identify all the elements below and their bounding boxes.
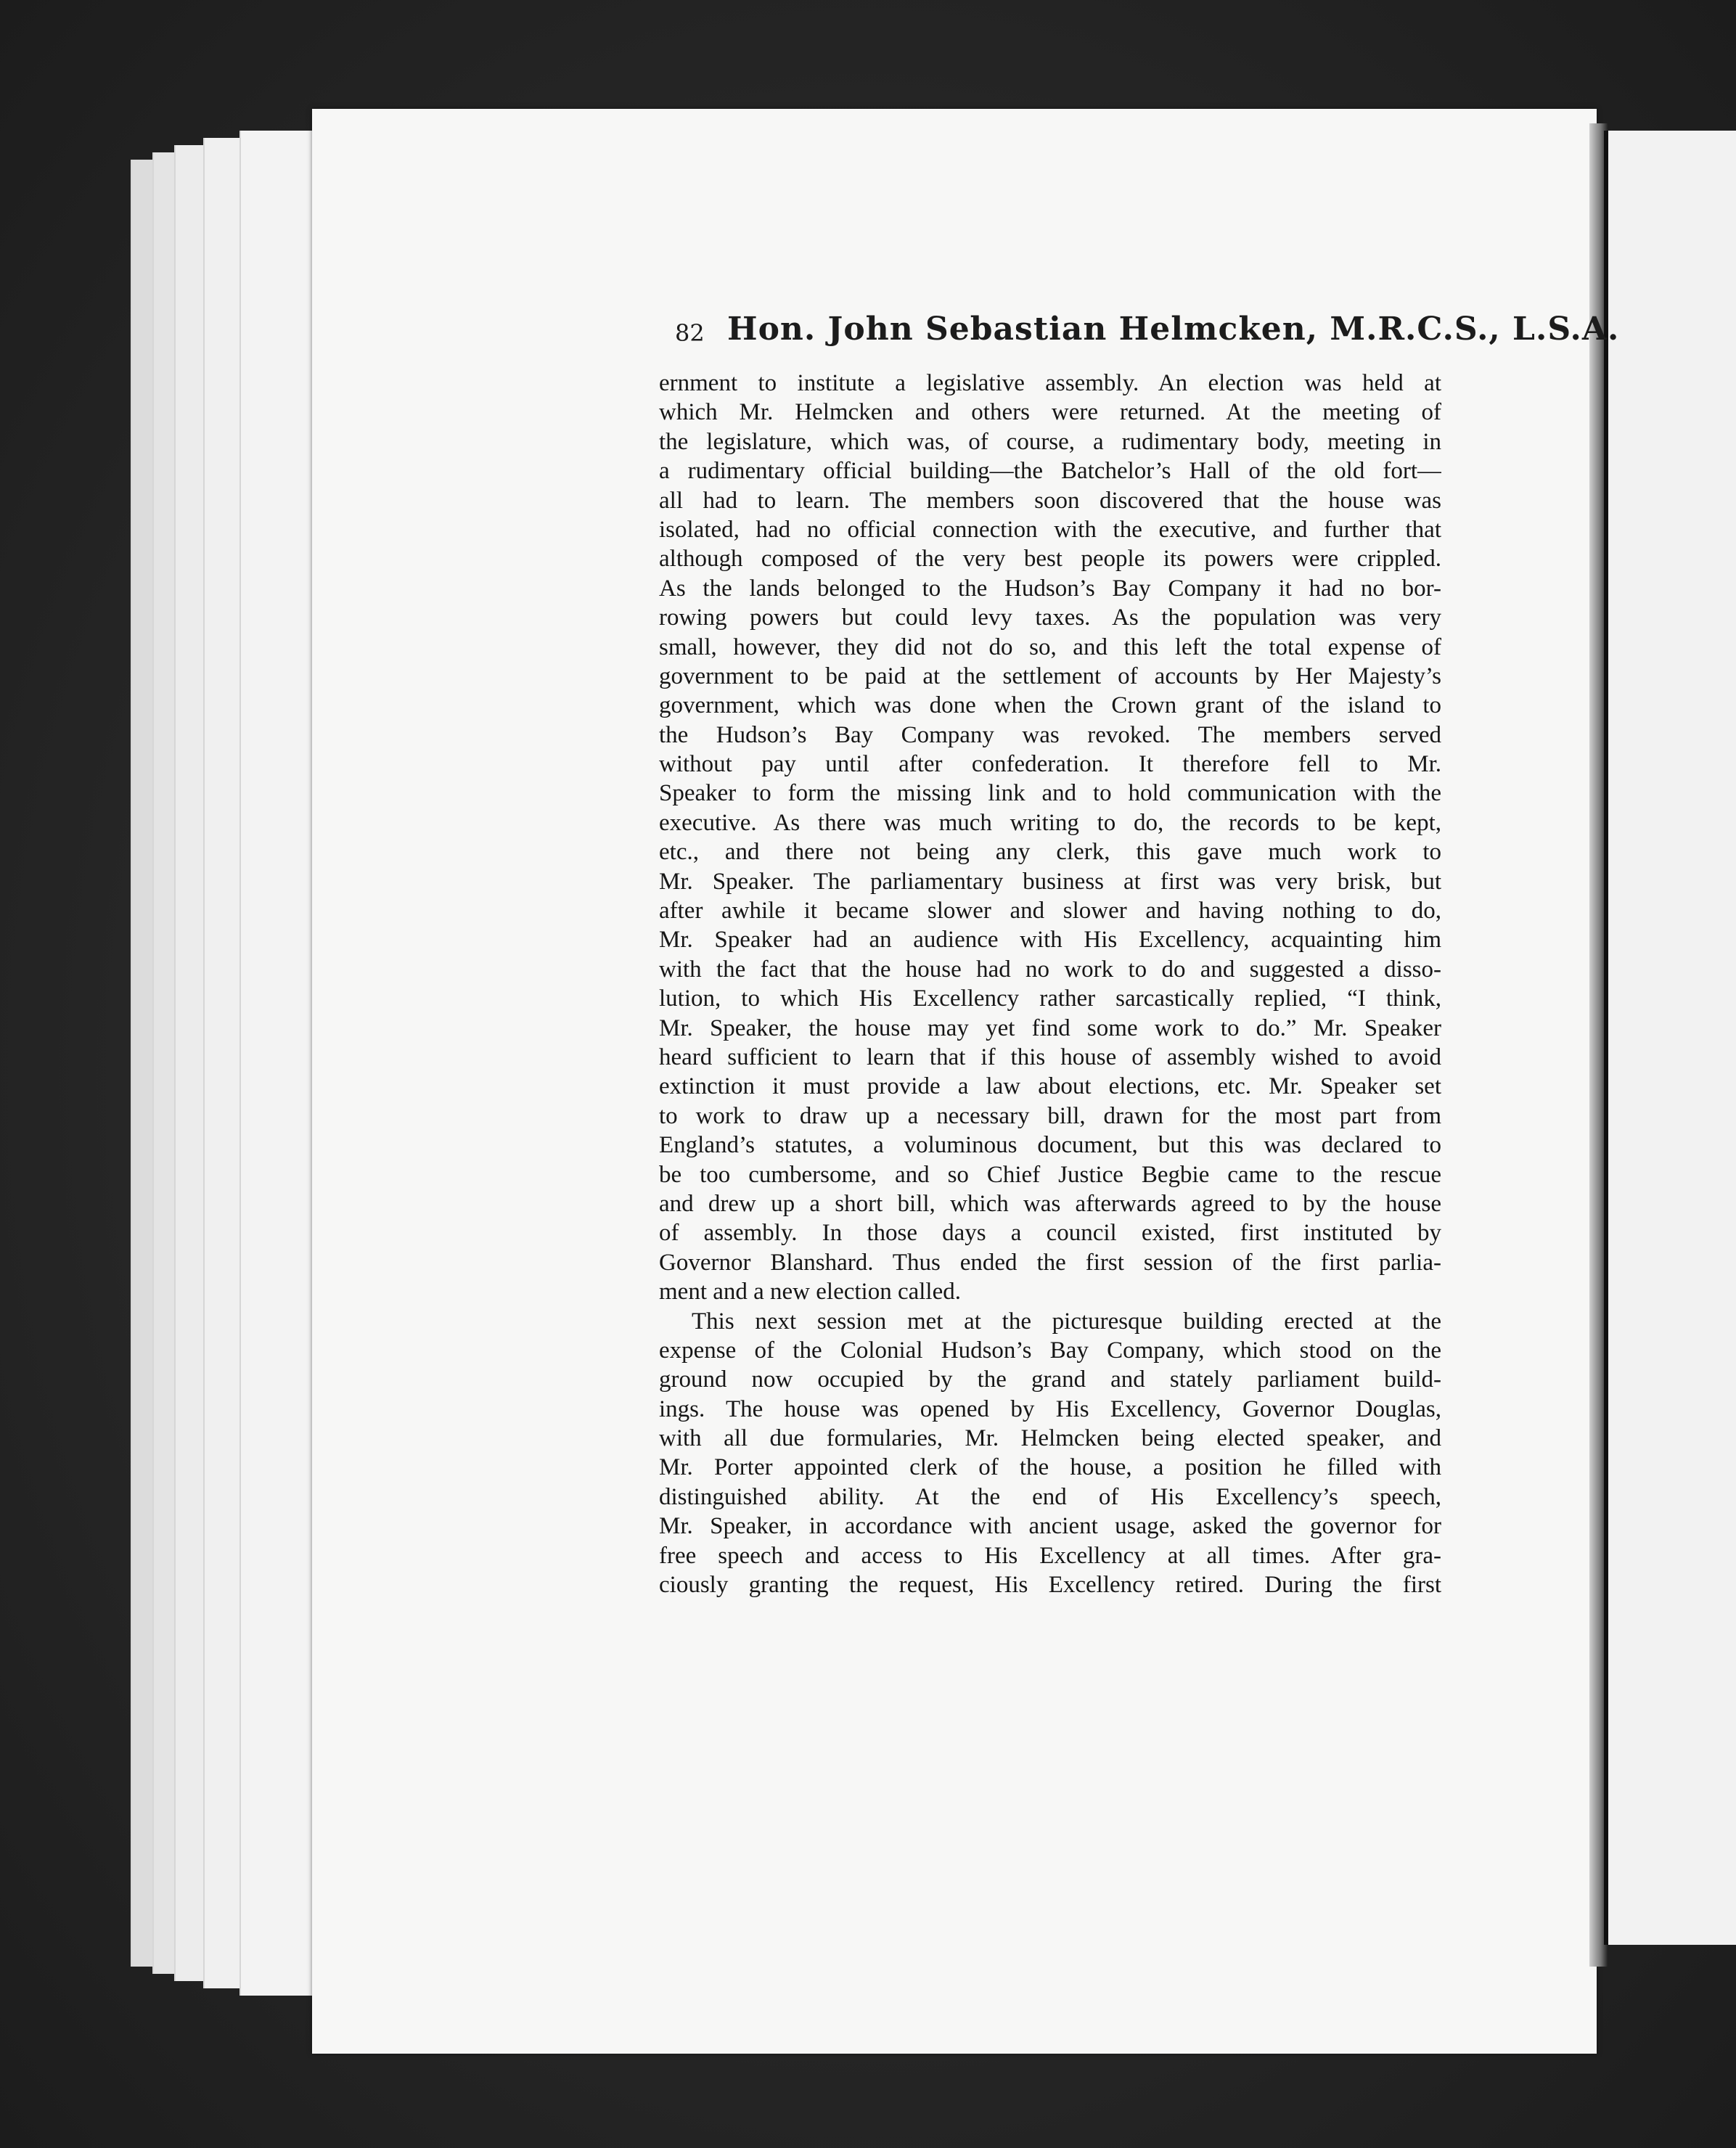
text-line: As the lands belonged to the Hudson’s Bay Company it had no bor-: [659, 575, 1441, 602]
text-line: free speech and access to His Excellency at all times. After gra-: [659, 1542, 1441, 1569]
text-line: the Hudson’s Bay Company was revoked. The members served: [659, 721, 1441, 748]
text-line: although composed of the very best people its powers were crippled.: [659, 546, 1441, 573]
text-line: Mr. Speaker, in accordance with ancient usage, asked the governor for: [659, 1513, 1441, 1540]
text-line: and drew up a short bill, which was afterwards agreed to by the house: [659, 1190, 1441, 1217]
text-line: rowing powers but could levy taxes. As the population was very: [659, 604, 1441, 631]
text-line: Mr. Speaker had an audience with His Excellency, acquainting him: [659, 927, 1441, 954]
text-line: England’s statutes, a voluminous document, but this was declared to: [659, 1132, 1441, 1159]
facing-page: [1604, 131, 1736, 1945]
text-line: ground now occupied by the grand and stately parliament build-: [659, 1366, 1441, 1393]
text-line: ernment to institute a legislative assembly. An election was held at: [659, 370, 1441, 396]
text-line: a rudimentary official building—the Batchelor’s Hall of the old fort—: [659, 458, 1441, 485]
text-line: Mr. Porter appointed clerk of the house, a position he filled with: [659, 1454, 1441, 1481]
text-line: after awhile it became slower and slower and having nothing to do,: [659, 898, 1441, 925]
text-line: etc., and there not being any clerk, this gave much work to: [659, 839, 1441, 866]
text-line: to work to draw up a necessary bill, drawn for the most part from: [659, 1102, 1441, 1129]
text-line: heard sufficient to learn that if this house of assembly wished to avoid: [659, 1044, 1441, 1070]
text-line: extinction it must provide a law about elections, etc. Mr. Speaker set: [659, 1073, 1441, 1100]
text-line: all had to learn. The members soon discovered that the house was: [659, 487, 1441, 514]
text-line: Mr. Speaker. The parliamentary business at first was very brisk, but: [659, 868, 1441, 895]
body-text: [659, 369, 1441, 1599]
text-line: government to be paid at the settlement of accounts by Her Majesty’s: [659, 663, 1441, 689]
text-line: the legislature, which was, of course, a rudimentary body, meeting in: [659, 428, 1441, 455]
text-line: with all due formularies, Mr. Helmcken being elected speaker, and: [659, 1425, 1441, 1452]
text-line: be too cumbersome, and so Chief Justice Begbie came to the rescue: [659, 1161, 1441, 1188]
text-line: which Mr. Helmcken and others were returned. At the meeting of: [659, 399, 1441, 426]
text-line: executive. As there was much writing to do, the records to be kept,: [659, 809, 1441, 836]
text-line: with the fact that the house had no work to do and suggested a disso-: [659, 956, 1441, 983]
text-line: This next session met at the picturesque building erected at the: [692, 1308, 1441, 1335]
text-line: without pay until after confederation. It therefore fell to Mr.: [659, 751, 1441, 778]
text-line: lution, to which His Excellency rather sarcastically replied, “I think,: [659, 985, 1441, 1012]
page-edges: [131, 138, 319, 1996]
text-line: Mr. Speaker, the house may yet find some work to do.” Mr. Speaker: [659, 1014, 1441, 1041]
text-line: of assembly. In those days a council existed, first instituted by: [659, 1220, 1441, 1247]
text-line: expense of the Colonial Hudson’s Bay Company, which stood on the: [659, 1337, 1441, 1364]
text-line: ciously granting the request, His Excellency retired. During the first: [659, 1572, 1441, 1599]
text-line: ings. The house was opened by His Excellency, Governor Douglas,: [659, 1395, 1441, 1422]
page-number: 82: [675, 319, 705, 347]
text-line: ment and a new election called.: [659, 1279, 961, 1305]
text-line: small, however, they did not do so, and this left the total expense of: [659, 634, 1441, 660]
text-line: isolated, had no official connection with the executive, and further that: [659, 516, 1441, 543]
text-line: distinguished ability. At the end of His Excellency’s speech,: [659, 1483, 1441, 1510]
running-head: Hon. John Sebastian Helmcken, M.R.C.S., L.S.A.: [727, 311, 1620, 348]
page-header: [675, 311, 1620, 361]
text-line: Governor Blanshard. Thus ended the first session of the first parlia-: [659, 1249, 1441, 1276]
text-line: Speaker to form the missing link and to hold communication with the: [659, 780, 1441, 807]
text-line: government, which was done when the Crown grant of the island to: [659, 692, 1441, 719]
